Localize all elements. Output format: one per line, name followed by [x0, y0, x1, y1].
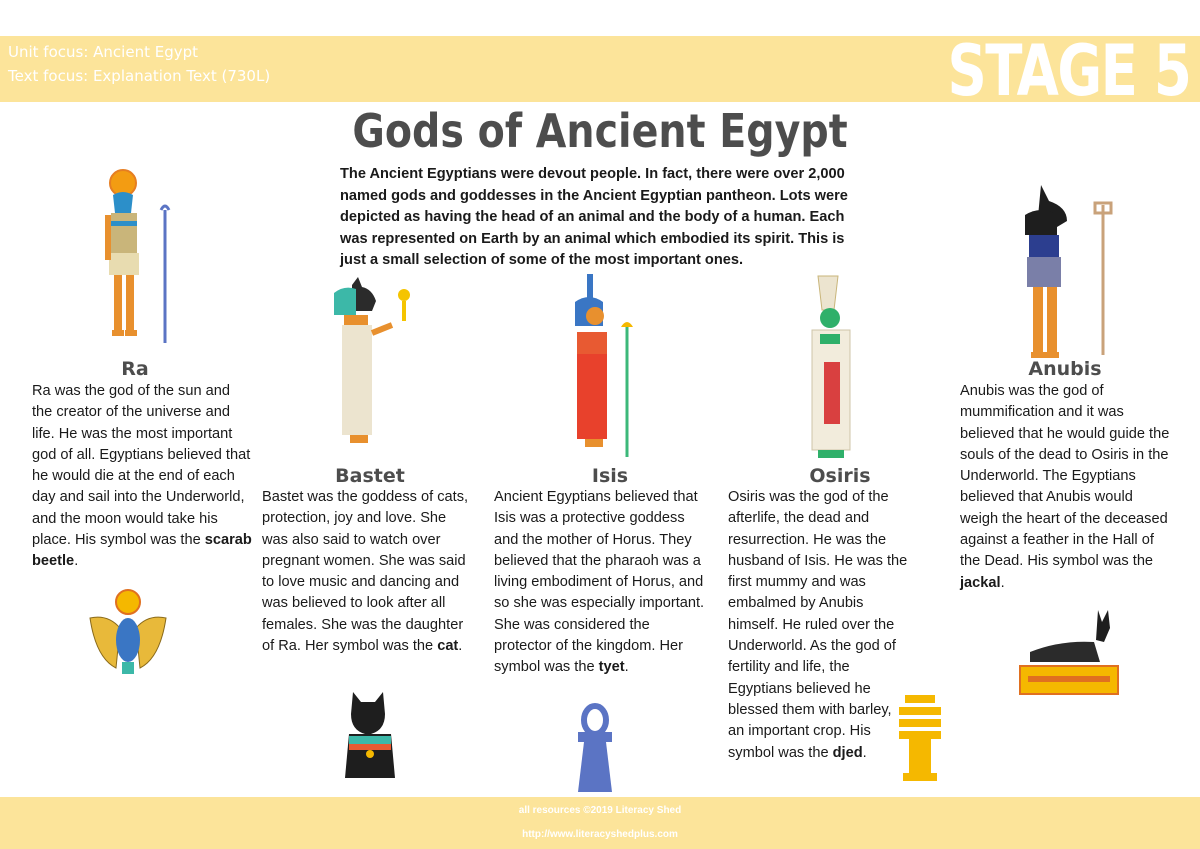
isis-symbol: tyet [598, 659, 625, 676]
footer-banner [0, 797, 1200, 849]
footer-url[interactable]: http://www.literacyshedplus.com [522, 829, 678, 840]
bastet-name: Bastet [335, 465, 405, 487]
anubis-name: Anubis [1028, 358, 1102, 380]
intro-paragraph: The Ancient Egyptians were devout people. In fact, there were over 2,000 named gods and goddesses in the Ancient Egyptian pantheon. Lots were depicted as having the head of an animal and the body of a human. Each was represented on Earth by an animal which embodied its spirit. This is just a small selection of some of the most important ones. [340, 166, 848, 268]
isis-name: Isis [591, 465, 629, 487]
bastet-figure-icon [326, 275, 416, 460]
bastet-symbol: cat [437, 638, 459, 655]
tyet-icon [576, 704, 614, 794]
osiris-symbol: djed [832, 744, 863, 761]
djed-icon [895, 693, 945, 783]
osiris-description: Osiris was the god of the afterlife, the dead and resurrection. He was the husband of Isis. He was the first mummy and was embalmed by Anubis himself. He ruled over the Underworld. As the god of fertility and life, the Egyptians believed he blessed them with barley, an important crop. His symbol was the djed. [728, 489, 908, 761]
jackal-icon [1020, 606, 1120, 696]
ra-name: Ra [121, 358, 149, 380]
isis-description: Ancient Egyptians believed that Isis was a protective goddess and the mother of Horus. They believed that the pharaoh was a living embodiment of Horus, and so she was especially important. She was considered the protector of the kingdom. Her symbol was the tyet. [494, 489, 705, 676]
isis-figure-icon [565, 272, 655, 462]
page-title: Gods of Ancient Egypt [352, 104, 848, 158]
osiris-name: Osiris [809, 465, 871, 487]
anubis-description: Anubis was the god of mummification and it was believed that he would guide the souls of the dead to Osiris in the Underworld. The Egyptians believed that Anubis would weigh the heart of the deceased against a feather in the Hall of the Dead. His symbol was the jackal. [960, 383, 1170, 591]
ra-symbol: scarab beetle [32, 532, 252, 570]
footer-copyright: all resources ©2019 Literacy Shed [518, 805, 682, 816]
cat-icon [343, 688, 397, 780]
ra-figure-icon [95, 165, 185, 355]
unit-focus-text: Unit focus: Ancient Egypt [8, 43, 198, 61]
bastet-description: Bastet was the goddess of cats, protection, joy and love. She was also said to watch over pregnant women. She was said to love music and dancing and was believed to look after all females. She was the daughter of Ra. Her symbol was the cat. [262, 489, 469, 655]
anubis-symbol: jackal [960, 574, 1001, 591]
stage-label: STAGE 5 [947, 30, 1190, 112]
osiris-figure-icon [800, 272, 880, 462]
scarab-beetle-icon [88, 588, 168, 680]
text-focus-text: Text focus: Explanation Text (730L) [8, 67, 271, 85]
ra-description: Ra was the god of the sun and the creator of the universe and life. He was the most important god of all. Egyptians believed that he would die at the end of each day and sail into the Underworld, and the moon would take his place. His symbol was the scarab beetle. [32, 383, 252, 570]
header-banner [0, 30, 1200, 112]
anubis-figure-icon [1015, 185, 1115, 365]
